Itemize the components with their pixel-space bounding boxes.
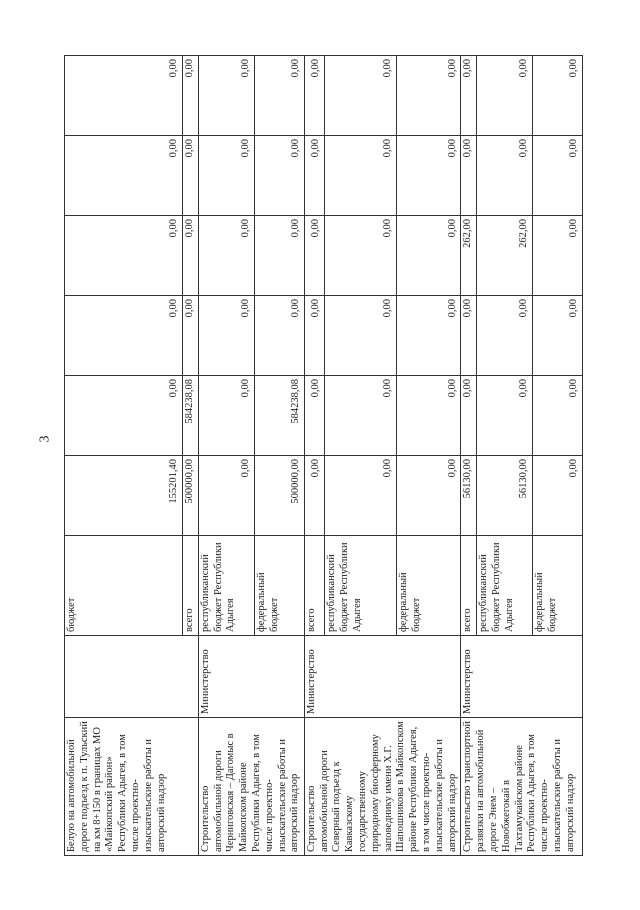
value-cell: 0,00 xyxy=(304,216,324,296)
value-cell: 0,00 xyxy=(198,376,254,456)
responsible-cell: Министерство xyxy=(304,636,461,718)
source-cell: всего xyxy=(461,536,477,636)
source-cell: республиканский бюджет Республики Адыгея xyxy=(325,536,397,636)
responsible-cell: Министерство xyxy=(461,636,583,718)
value-cell: 0,00 xyxy=(533,216,583,296)
value-cell: 0,00 xyxy=(325,56,397,136)
value-cell: 0,00 xyxy=(65,216,183,296)
value-cell: 0,00 xyxy=(461,296,477,376)
value-cell: 0,00 xyxy=(65,56,183,136)
source-cell: федеральный бюджет xyxy=(397,536,461,636)
value-cell: 0,00 xyxy=(533,376,583,456)
value-cell: 0,00 xyxy=(198,216,254,296)
budget-table xyxy=(64,55,583,856)
value-cell: 0,00 xyxy=(397,136,461,216)
value-cell: 0,00 xyxy=(183,216,199,296)
table-row xyxy=(198,56,254,856)
value-cell: 0,00 xyxy=(533,296,583,376)
value-cell: 0,00 xyxy=(477,136,533,216)
value-cell: 500000,00 xyxy=(183,456,199,536)
source-cell: федеральный бюджет xyxy=(254,536,304,636)
table-row xyxy=(65,56,183,856)
value-cell: 0,00 xyxy=(325,216,397,296)
value-cell: 0,00 xyxy=(198,56,254,136)
page-number: 3 xyxy=(37,435,53,443)
source-cell: всего xyxy=(183,536,199,636)
value-cell: 584238,08 xyxy=(254,376,304,456)
value-cell: 584238,08 xyxy=(183,376,199,456)
value-cell: 0,00 xyxy=(65,296,183,376)
value-cell: 56130,00 xyxy=(477,456,533,536)
value-cell: 0,00 xyxy=(254,136,304,216)
value-cell: 0,00 xyxy=(477,296,533,376)
value-cell: 0,00 xyxy=(65,376,183,456)
value-cell: 0,00 xyxy=(198,136,254,216)
value-cell: 0,00 xyxy=(304,376,324,456)
project-name-cell: Строительство транспортной развязки на автомобильной дороге Энем – Новобжегокай в Тахтамукайском районе Республики Адыгея, в том числе проектно-изыскательские работы и авторский надзор xyxy=(461,718,583,856)
value-cell: 0,00 xyxy=(304,456,324,536)
table-row xyxy=(304,56,324,856)
value-cell: 0,00 xyxy=(397,296,461,376)
responsible-cell xyxy=(65,636,199,718)
value-cell: 0,00 xyxy=(461,376,477,456)
value-cell: 0,00 xyxy=(477,56,533,136)
value-cell: 0,00 xyxy=(325,456,397,536)
value-cell: 0,00 xyxy=(65,136,183,216)
rotated-table-wrapper xyxy=(64,56,604,856)
value-cell: 0,00 xyxy=(254,296,304,376)
value-cell: 0,00 xyxy=(533,56,583,136)
value-cell: 0,00 xyxy=(254,216,304,296)
value-cell: 0,00 xyxy=(533,456,583,536)
value-cell: 0,00 xyxy=(198,296,254,376)
source-cell: федеральный бюджет xyxy=(533,536,583,636)
value-cell: 0,00 xyxy=(198,456,254,536)
value-cell: 0,00 xyxy=(254,56,304,136)
value-cell: 0,00 xyxy=(304,136,324,216)
value-cell: 262,00 xyxy=(477,216,533,296)
project-name-cell: Строительство автомобильной дороги Черниговская – Дагомыс в Майкопском районе Республики Адыгея, в том числе проектно-изыскательские работы и авторский надзор xyxy=(198,718,304,856)
source-cell: республиканский бюджет Республики Адыгея xyxy=(198,536,254,636)
value-cell: 56130,00 xyxy=(461,456,477,536)
value-cell: 0,00 xyxy=(397,376,461,456)
source-cell: республиканский бюджет Республики Адыгея xyxy=(477,536,533,636)
source-cell: бюджет xyxy=(65,536,183,636)
value-cell: 500000,00 xyxy=(254,456,304,536)
value-cell: 262,00 xyxy=(461,216,477,296)
value-cell: 0,00 xyxy=(325,136,397,216)
value-cell: 0,00 xyxy=(183,56,199,136)
project-name-cell: Белую на автомобильной дороге подъезд к п. Тульский на км 8+150 в границах МО «Майкопский район» Республики Адыгея, в том числе проектно-изыскательские работы и авторский надзор xyxy=(65,718,199,856)
responsible-cell: Министерство xyxy=(198,636,304,718)
source-cell: всего xyxy=(304,536,324,636)
value-cell: 0,00 xyxy=(325,296,397,376)
value-cell: 0,00 xyxy=(325,376,397,456)
value-cell: 0,00 xyxy=(461,56,477,136)
value-cell: 0,00 xyxy=(533,136,583,216)
value-cell: 155201,40 xyxy=(65,456,183,536)
value-cell: 0,00 xyxy=(397,56,461,136)
value-cell: 0,00 xyxy=(477,376,533,456)
value-cell: 0,00 xyxy=(397,216,461,296)
value-cell: 0,00 xyxy=(397,456,461,536)
value-cell: 0,00 xyxy=(461,136,477,216)
value-cell: 0,00 xyxy=(304,296,324,376)
table-row xyxy=(461,56,477,856)
value-cell: 0,00 xyxy=(183,136,199,216)
value-cell: 0,00 xyxy=(183,296,199,376)
value-cell: 0,00 xyxy=(304,56,324,136)
project-name-cell: Строительство автомобильной дороги Северный подъезд к Кавказскому государственному природному биосферному заповеднику имени Х.Г. Шапошникова в Майкопском районе Республики Адыгея, в том числе проектно-изыскательские работы и авторский надзор xyxy=(304,718,461,856)
